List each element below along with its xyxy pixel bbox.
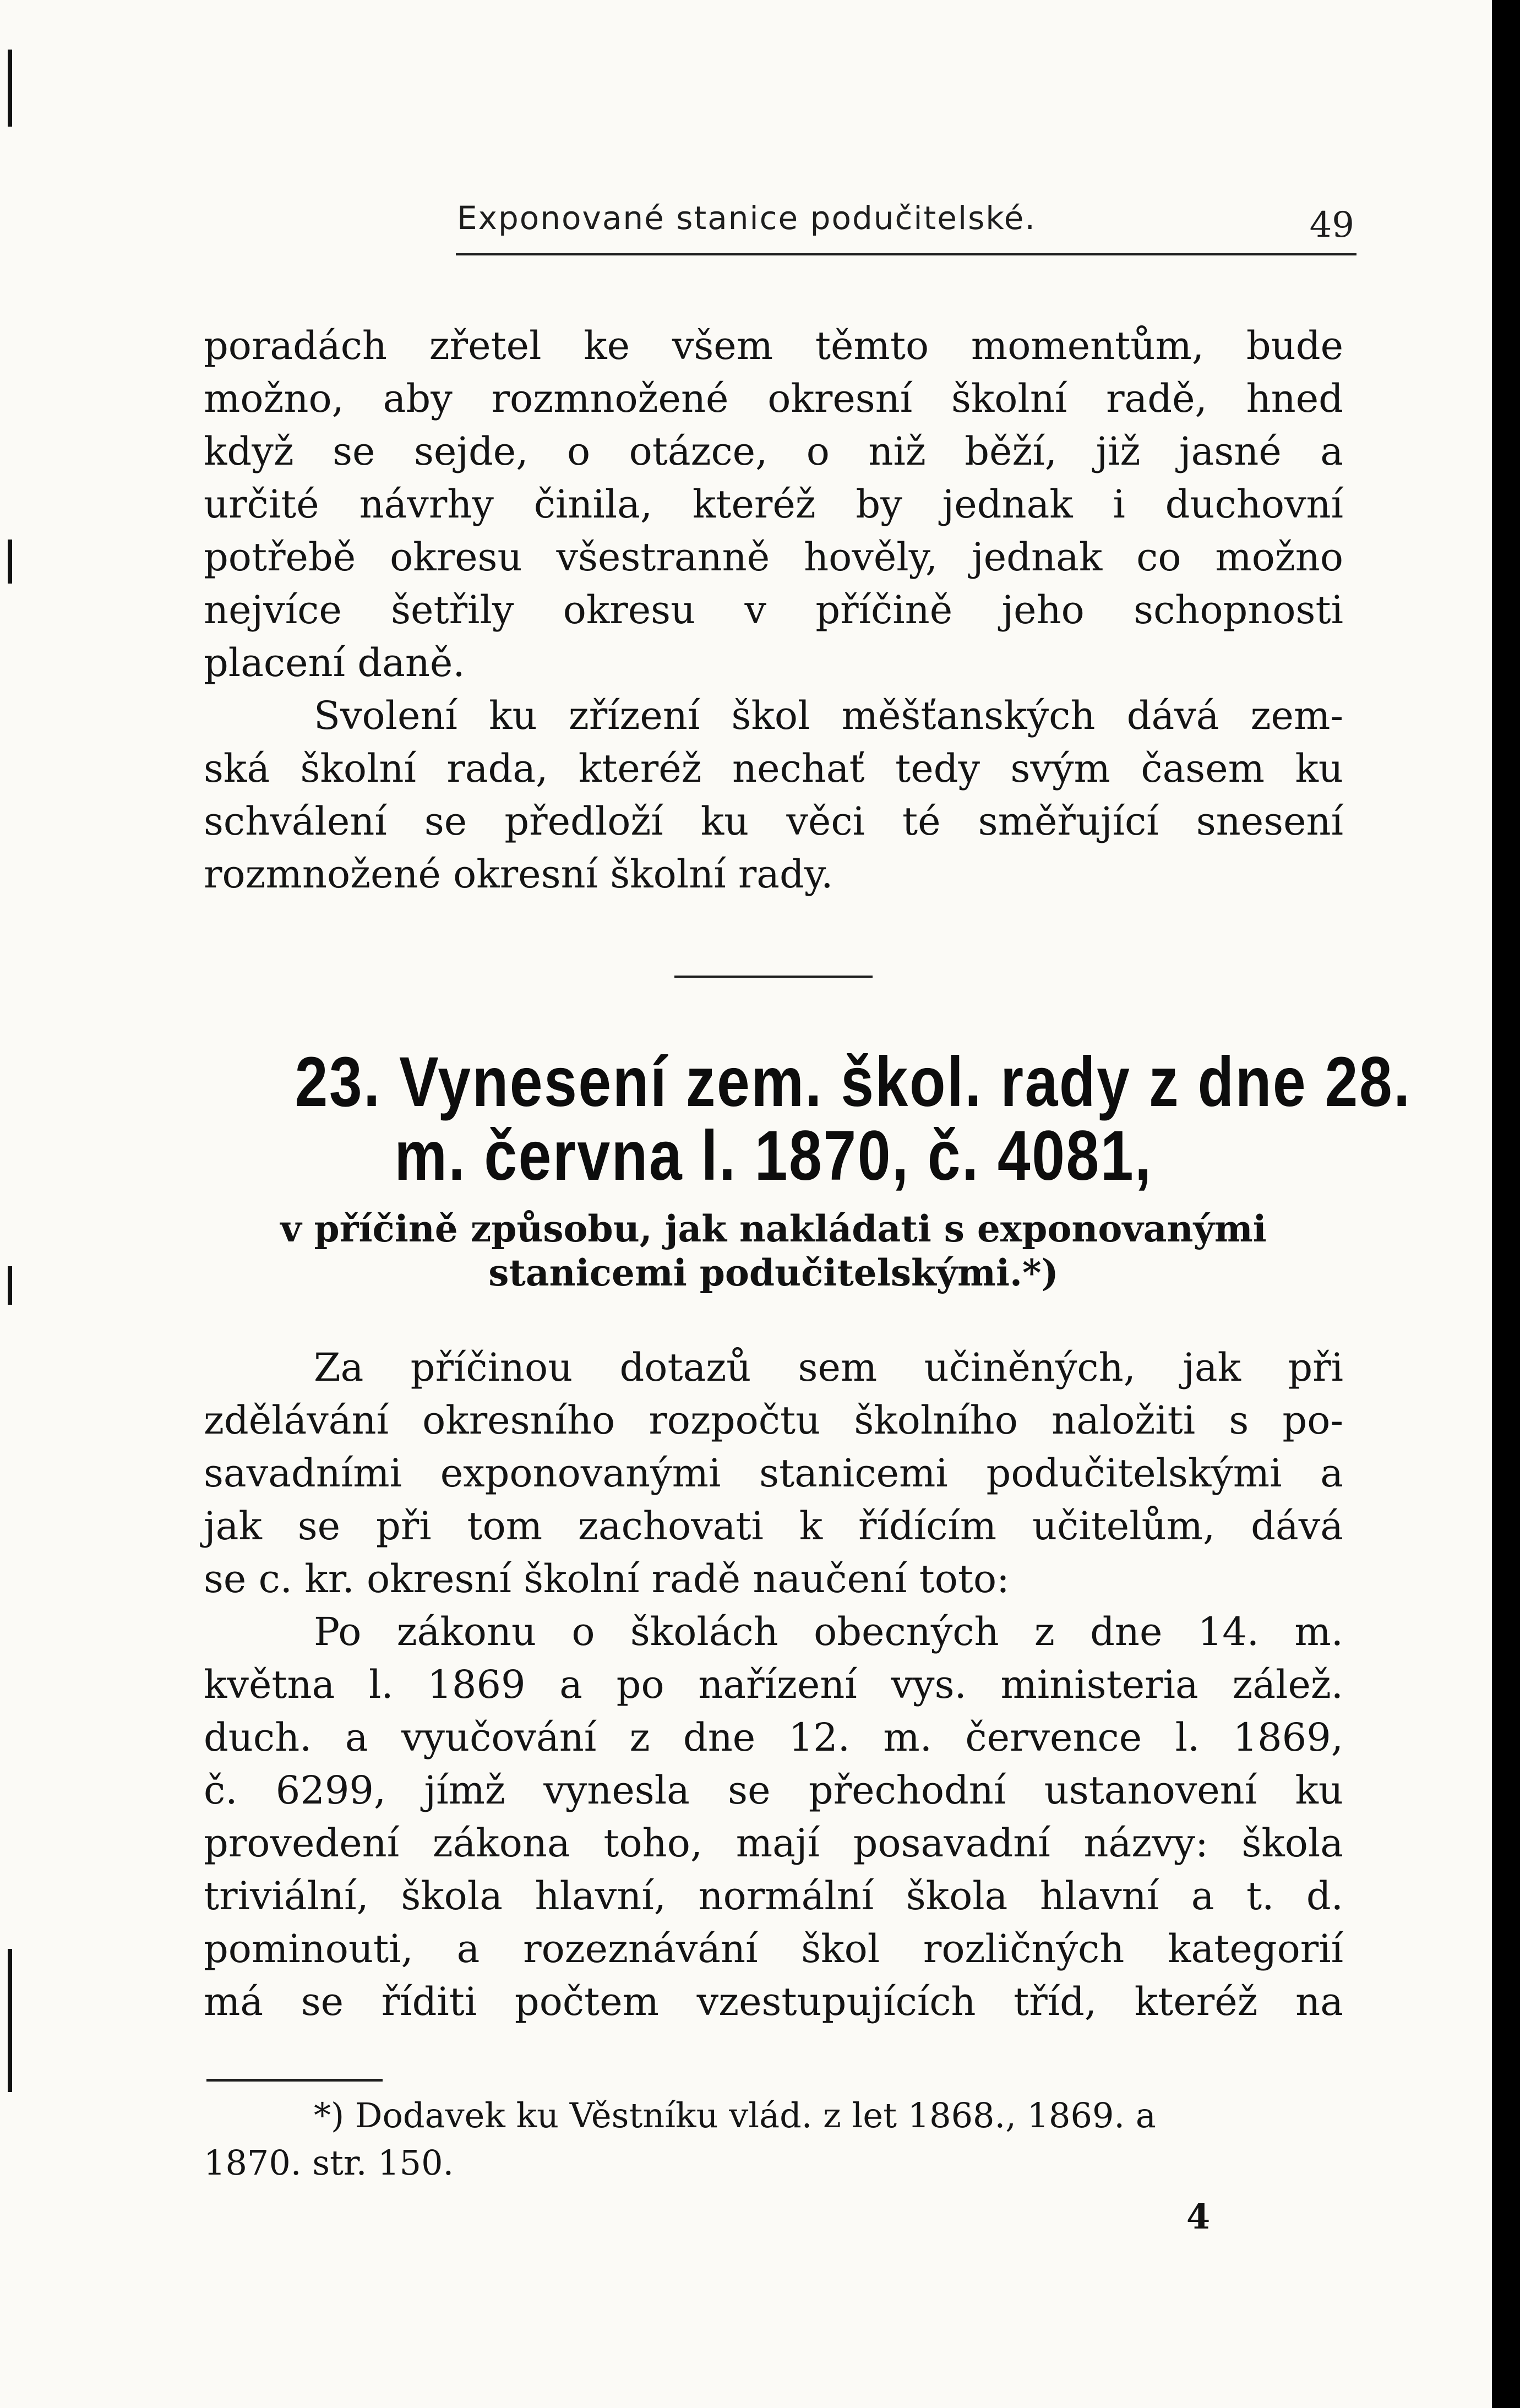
text-line: Po zákonu o školách obecných z dne 14. m. xyxy=(314,1609,1343,1654)
page-left-edge xyxy=(0,0,22,2408)
scan-edge-mark xyxy=(8,1266,12,1305)
scan-edge-mark xyxy=(8,50,12,127)
text-line: poradách zřetel ke všem těmto momentům, bude xyxy=(204,323,1343,368)
text-line: nejvíce šetřily okresu v příčině jeho schopnosti xyxy=(204,587,1343,633)
footnote-rule xyxy=(206,2079,383,2082)
footnote xyxy=(204,2092,1343,2187)
text-line: možno, aby rozmnožené okresní školní radě, hned xyxy=(204,376,1343,421)
text-line: duch. a vyučování z dne 12. m. července l. 1869, xyxy=(204,1715,1343,1760)
text-line: se c. kr. okresní školní radě naučení toto: xyxy=(204,1556,1010,1601)
text-line: května l. 1869 a po nařízení vys. ministeria zálež. xyxy=(204,1662,1343,1707)
text-line: Za příčinou dotazů sem učiněných, jak při xyxy=(314,1345,1343,1390)
page-header xyxy=(457,193,1354,253)
text-line: savadními exponovanými stanicemi podučitelskými a xyxy=(204,1451,1343,1496)
text-line: rozmnožené okresní školní rady. xyxy=(204,852,833,897)
text-line: Svolení ku zřízení škol měšťanských dává zem- xyxy=(314,693,1343,738)
page-number: 49 xyxy=(1309,205,1354,246)
text-line: pominouti, a rozeznávání škol rozličných kategorií xyxy=(204,1926,1343,1971)
text-line: určité návrhy činila, kteréž by jednak i duchovní xyxy=(204,482,1343,527)
text-line: jak se při tom zachovati k řídícím učitelům, dává xyxy=(204,1503,1343,1549)
text-line: zdělávání okresního rozpočtu školního naložiti s po- xyxy=(204,1398,1343,1443)
text-line: ská školní rada, kteréž nechať tedy svým časem ku xyxy=(204,746,1343,791)
text-line: když se sejde, o otázce, o niž běží, již jasné a xyxy=(204,429,1343,474)
text-line: triviální, škola hlavní, normální škola hlavní a t. d. xyxy=(204,1873,1343,1919)
text-line: provedení zákona toho, mají posavadní názvy: škola xyxy=(204,1821,1343,1866)
paragraph-continuation xyxy=(204,319,1343,901)
page-right-edge xyxy=(1492,0,1520,2408)
scan-edge-mark xyxy=(8,1949,12,2092)
section-subheading: v příčině způsobu, jak nakládati s exponovanými xyxy=(280,1207,1267,1250)
footnote-line: *) Dodavek ku Věstníku vlád. z let 1868., 1869. a xyxy=(314,2095,1156,2135)
section-heading: 23. Vynesení zem. škol. rady z dne 28. xyxy=(295,1043,1412,1121)
running-title: Exponované stanice podučitelské. xyxy=(457,199,1036,237)
section-body xyxy=(204,1341,1343,2028)
signature-mark: 4 xyxy=(1186,2197,1211,2237)
header-rule xyxy=(456,253,1356,255)
text-line: potřebě okresu všestranně hověly, jednak co možno xyxy=(204,535,1343,580)
scan-edge-mark xyxy=(8,540,12,584)
text-line: schválení se předloží ku věci té směřující snesení xyxy=(204,799,1343,844)
section-divider xyxy=(674,976,873,978)
text-line: placení daně. xyxy=(204,640,465,685)
text-line: č. 6299, jímž vynesla se přechodní ustanovení ku xyxy=(204,1768,1343,1813)
footnote-line: 1870. str. 150. xyxy=(204,2143,454,2183)
text-line: má se říditi počtem vzestupujících tříd, kteréž na xyxy=(204,1979,1343,2024)
section-heading: m. června l. 1870, č. 4081, xyxy=(394,1116,1153,1195)
section-subheading: stanicemi podučitelskými.*) xyxy=(488,1251,1059,1294)
